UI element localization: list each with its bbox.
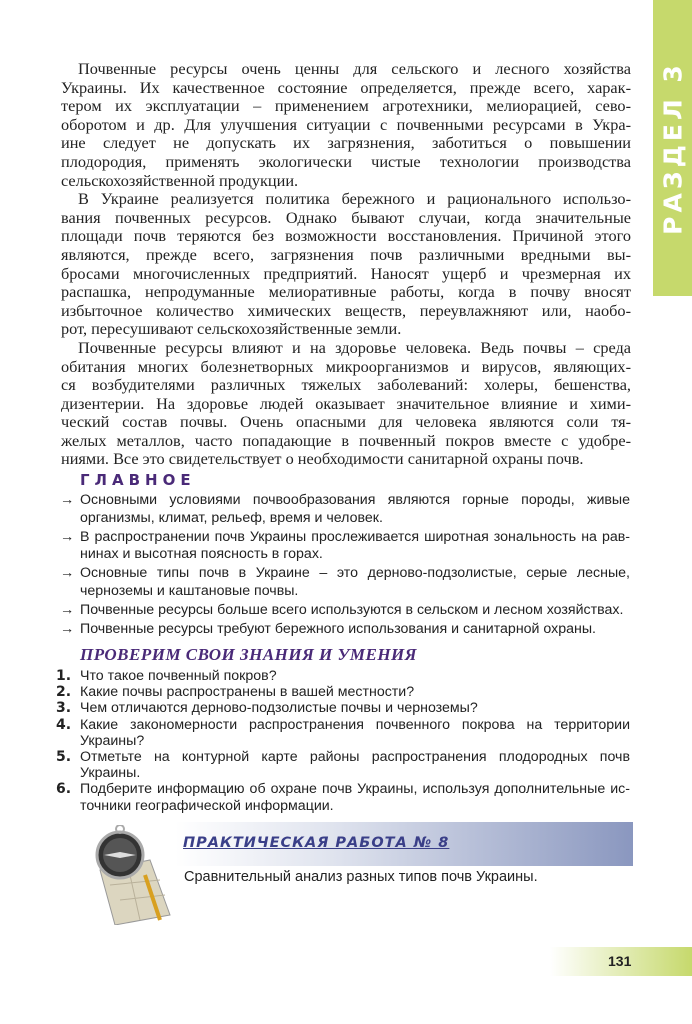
list-item-line: Почвенные ресурсы больше всего используются в сельском и лесном хозяйствах. [80, 601, 624, 618]
question-line: Что такое почвенный покров? [80, 668, 277, 684]
paragraph [61, 339, 631, 469]
question-line: Украины? [80, 732, 145, 749]
text-line: Почвенные ресурсы влияют и на здоровье человека. Ведь почвы – среда [78, 337, 631, 357]
arrow-icon: → [60, 565, 75, 581]
question-line: Чем отличаются дерново-подзолистые почвы и черноземы? [80, 700, 478, 717]
list-item [60, 602, 630, 620]
arrow-icon: → [60, 601, 75, 618]
question-number: 6. [56, 781, 72, 798]
arrow-icon: → [60, 492, 75, 508]
text-line: распашка, непродуманные мелиоративные работы, когда в почву вносят [61, 282, 631, 302]
question-number: 1. [56, 668, 72, 684]
list-item-line: Почвенные ресурсы требуют бережного использования и санитарной охраны. [80, 620, 596, 637]
text-line: бросами многочисленных предприятий. Наносят ущерб и чрезмерная их [61, 263, 631, 283]
question-number: 4. [56, 716, 72, 733]
text-line: ческий состав почвы. Очень опасными для человека являются соли тя- [61, 412, 631, 432]
questions-list [56, 668, 630, 814]
paragraph [61, 190, 631, 339]
list-item-line: нинах и высотная поясность в горах. [80, 546, 323, 562]
text-line: плодородия, применять экологически чистые технологии производства [61, 151, 631, 171]
question-number: 3. [56, 700, 72, 717]
main-heading: ГЛАВНОЕ [80, 471, 196, 489]
question-line: точники географической информации. [80, 797, 334, 814]
practical-work-subtitle: Сравнительный анализ разных типов почв Украины. [184, 869, 538, 885]
question-line: Украины. [80, 765, 141, 782]
compass-map-icon [90, 825, 175, 925]
question-number: 2. [56, 684, 72, 701]
text-line: площади почв теряются без возможности восстановления. Причиной этого [61, 226, 631, 246]
text-line: вания почвенных ресурсов. Однако бывают случаи, когда значительные [61, 207, 631, 227]
list-item [60, 565, 630, 600]
practical-work-title: ПРАКТИЧЕСКАЯ РАБОТА № 8 [183, 835, 450, 851]
text-line: Украины. Их качественное состояние определяется, прежде всего, харак- [61, 77, 631, 97]
summary-list [60, 492, 630, 640]
list-item-line: черноземы и каштановые почвы. [80, 582, 299, 599]
page-number: 131 [608, 953, 632, 969]
text-line: ниями. Все это свидетельствует о необходимости санитарной охраны почв. [61, 449, 584, 469]
arrow-icon: → [60, 620, 75, 637]
question-item [56, 749, 630, 781]
question-item [56, 668, 630, 684]
question-number: 5. [56, 748, 72, 765]
text-line: сельскохозяйственной продукции. [61, 170, 299, 190]
text-line: тером их эксплуатации – применением агротехники, мелиорацией, сево- [61, 96, 631, 116]
question-line: Какие почвы распространены в вашей местности? [80, 684, 415, 701]
practical-work-banner [175, 822, 633, 866]
body-text [61, 60, 631, 469]
question-item [56, 700, 630, 716]
question-line: Подберите информацию об охране почв Украины, используя дополнительные ис- [80, 781, 630, 798]
text-line: ся возбудителями различных тяжелых заболеваний: холеры, бешенства, [61, 375, 631, 395]
paragraph [61, 60, 631, 190]
check-heading: ПРОВЕРИМ СВОИ ЗНАНИЯ И УМЕНИЯ [80, 645, 417, 664]
list-item [60, 492, 630, 527]
list-item-line: Основными условиями почвообразования являются горные породы, живые [80, 492, 630, 508]
text-line: обитания многих болезнетворных микроорганизмов и вирусов, являющих- [61, 356, 631, 376]
section-tab [653, 0, 692, 296]
text-line: Почвенные ресурсы очень ценны для сельского и лесного хозяйства [78, 59, 631, 78]
question-line: Отметьте на контурной карте районы распространения плодородных почв [80, 748, 630, 765]
list-item-line: В распространении почв Украины прослеживается широтная зональность на рав- [80, 528, 630, 545]
text-line: ине следует не допускать их загрязнения, заботиться о повышении [61, 133, 631, 153]
question-line: Какие закономерности распространения почвенного покрова на территории [80, 716, 630, 733]
list-item-line: Основные типы почв в Украине – это дерново-подзолистые, серые лесные, [80, 565, 630, 581]
text-line: оборотом и др. Для улучшения ситуации с почвенными ресурсами в Укра- [61, 114, 631, 134]
text-line: избыточное количество химических веществ, переувлажняют или, наобо- [61, 300, 631, 320]
question-item [56, 717, 630, 749]
text-line: желых металлов, часто попадающие в почвенный покров вместе с удобре- [61, 430, 631, 450]
section-tab-label: РАЗДЕЛ 3 [658, 61, 687, 235]
question-item [56, 684, 630, 700]
text-line: дизентерии. На здоровье людей оказывает значительное влияние и хими- [61, 393, 631, 413]
list-item [60, 529, 630, 564]
text-line: являются, прежде всего, загрязнения почв различными вредными вы- [61, 244, 631, 264]
text-line: В Украине реализуется политика бережного и рационального использо- [78, 189, 631, 209]
list-item-line: организмы, климат, рельеф, время и человек. [80, 509, 383, 526]
question-item [56, 781, 630, 813]
arrow-icon: → [60, 528, 75, 545]
list-item [60, 621, 630, 639]
text-line: рот, пересушивают сельскохозяйственные земли. [61, 319, 402, 339]
